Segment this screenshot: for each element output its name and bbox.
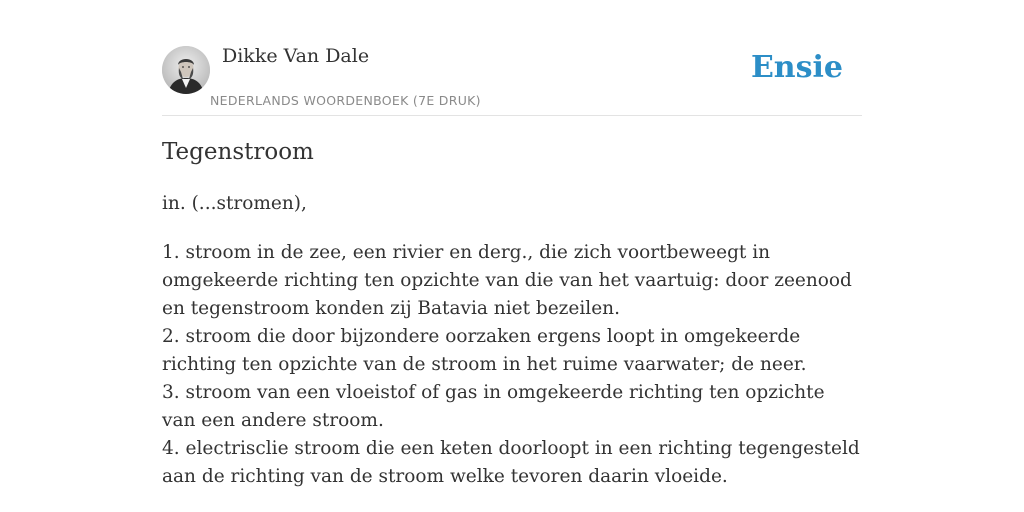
header xyxy=(162,0,862,116)
definition-item: 1. stroom in de zee, een rivier en derg., die zich voortbeweegt in omgekeerde richting ten opzichte van die van het vaartuig: door zeenood en tegenstroom konden zij Batavia niet bezeilen. xyxy=(162,242,852,319)
author-avatar[interactable] xyxy=(162,46,210,94)
portrait-image xyxy=(162,46,210,94)
entry-title: Tegenstroom xyxy=(162,139,314,165)
author-name[interactable]: Dikke Van Dale xyxy=(222,45,370,67)
definition-item: 2. stroom die door bijzondere oorzaken ergens loopt in omgekeerde richting ten opzichte van de stroom in het ruime vaarwater; de neer. xyxy=(162,326,807,375)
page xyxy=(162,0,862,512)
definition-item: 4. electrisclie stroom die een keten doorloopt in een richting tegengesteld aan de richting van de stroom welke tevoren daarin vloeide. xyxy=(162,438,860,487)
source-label: NEDERLANDS WOORDENBOEK (7E DRUK) xyxy=(210,93,481,108)
definition-item: 3. stroom van een vloeistof of gas in omgekeerde richting ten opzichte van een andere stroom. xyxy=(162,382,825,431)
brand-logo[interactable]: Ensie xyxy=(750,50,843,85)
grammar-info: in. (...stromen), xyxy=(162,193,307,214)
definition-text xyxy=(162,239,862,491)
